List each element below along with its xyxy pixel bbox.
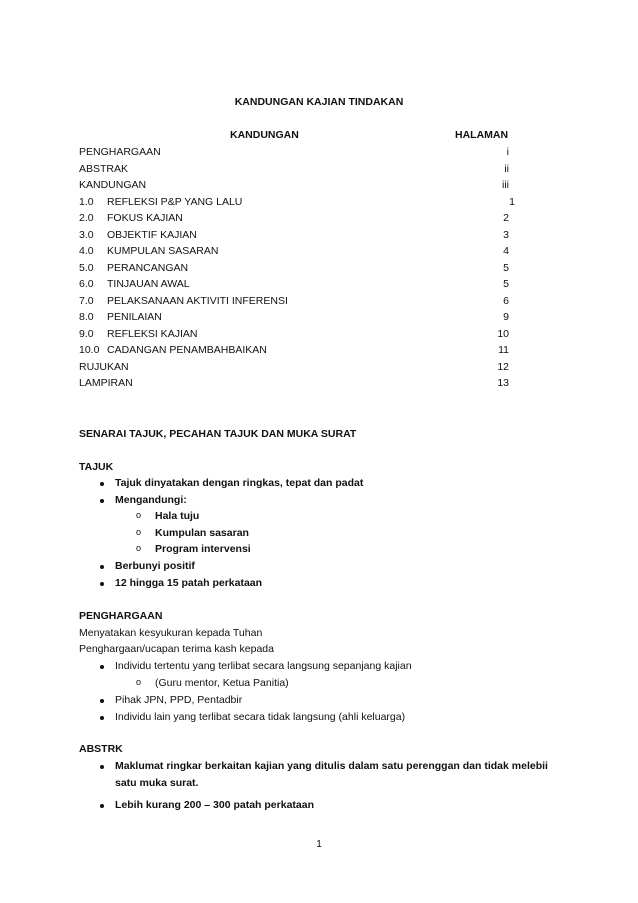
bullet-icon — [100, 482, 104, 486]
sub-list-item: Program intervensi — [155, 543, 251, 555]
toc-header-page: HALAMAN — [455, 129, 509, 141]
toc-title: PENGHARGAAN — [79, 146, 161, 158]
bullet-icon — [100, 499, 104, 503]
toc-number: 4.0 — [79, 245, 94, 257]
toc-title: KUMPULAN SASARAN — [107, 245, 219, 257]
toc-row — [79, 195, 515, 212]
toc-page-number: i — [506, 146, 509, 158]
page-number: 1 — [316, 838, 322, 850]
toc-page-number: 4 — [503, 245, 509, 257]
list-item: Individu lain yang terlibat secara tidak langsung (ahli keluarga) — [115, 711, 406, 723]
toc-row — [79, 361, 509, 377]
toc-number: 2.0 — [79, 212, 94, 224]
bullet-icon — [100, 699, 104, 703]
toc-title: REFLEKSI P&P YANG LALU — [107, 195, 243, 208]
list-item: Berbunyi positif — [115, 560, 195, 572]
toc-number: 3.0 — [79, 228, 94, 241]
toc-row — [79, 328, 509, 344]
toc-title: OBJEKTIF KAJIAN — [107, 228, 197, 241]
penghargaan-heading: PENGHARGAAN — [79, 610, 163, 622]
section-title: SENARAI TAJUK, PECAHAN TAJUK DAN MUKA SURAT — [79, 428, 357, 440]
list-item: Mengandungi: — [115, 494, 187, 506]
toc-page-number: 9 — [503, 311, 509, 323]
toc-number: 7.0 — [79, 294, 94, 307]
bullet-icon — [100, 765, 104, 769]
toc-title: PENILAIAN — [107, 311, 162, 323]
toc-row — [79, 262, 509, 278]
toc-header-contents: KANDUNGAN — [230, 129, 299, 141]
document-title: KANDUNGAN KAJIAN TINDAKAN — [234, 96, 404, 108]
bullet-icon — [100, 582, 104, 586]
circle-bullet-icon: o — [136, 677, 142, 687]
toc-page-number: 13 — [497, 377, 509, 389]
toc-number: 5.0 — [79, 261, 94, 274]
toc-row — [79, 179, 509, 195]
circle-bullet-icon: o — [136, 527, 142, 537]
list-item-continuation: satu muka surat. — [115, 777, 199, 789]
toc-page-number: 5 — [503, 261, 509, 274]
toc-page-number: 11 — [498, 344, 509, 356]
toc-page-number: iii — [502, 179, 509, 191]
toc-row — [79, 295, 509, 311]
tajuk-heading: TAJUK — [79, 461, 114, 473]
circle-bullet-icon: o — [136, 543, 142, 553]
toc-page-number: 12 — [497, 360, 509, 373]
list-item: Individu tertentu yang terlibat secara langsung sepanjang kajian — [115, 660, 412, 672]
bullet-icon — [100, 804, 104, 808]
toc-row — [79, 163, 509, 179]
toc-title: PELAKSANAAN AKTIVITI INFERENSI — [107, 294, 288, 307]
toc-number: 9.0 — [79, 327, 94, 340]
toc-row — [79, 311, 509, 327]
list-item: Pihak JPN, PPD, Pentadbir — [115, 694, 243, 706]
toc-page-number: 5 — [503, 278, 509, 290]
toc-number: 10.0 — [79, 344, 100, 356]
list-item: Tajuk dinyatakan dengan ringkas, tepat dan padat — [115, 477, 364, 489]
toc-row — [79, 245, 509, 261]
toc-title: ABSTRAK — [79, 162, 129, 175]
sub-list-item: (Guru mentor, Ketua Panitia) — [155, 677, 289, 689]
toc-number: 8.0 — [79, 311, 94, 323]
toc-page-number: 10 — [497, 327, 509, 340]
toc-title: PERANCANGAN — [107, 261, 189, 274]
toc-title: REFLEKSI KAJIAN — [107, 327, 198, 340]
toc-title: RUJUKAN — [79, 360, 129, 373]
toc-title: FOKUS KAJIAN — [107, 212, 183, 224]
toc-row — [79, 229, 509, 245]
list-item: Lebih kurang 200 – 300 patah perkataan — [115, 799, 314, 811]
paragraph-line: Menyatakan kesyukuran kepada Tuhan — [79, 627, 263, 639]
abstrk-heading: ABSTRK — [79, 743, 123, 755]
toc-title: KANDUNGAN — [79, 179, 147, 191]
toc-title: TINJAUAN AWAL — [107, 278, 190, 290]
toc-row — [79, 212, 509, 228]
paragraph-line: Penghargaan/ucapan terima kash kepada — [79, 643, 274, 655]
toc-number: 1.0 — [79, 195, 94, 208]
toc-page-number: 6 — [503, 294, 509, 307]
toc-title: LAMPIRAN — [79, 377, 133, 389]
toc-title: CADANGAN PENAMBAHBAIKAN — [107, 344, 267, 356]
toc-page-number: 3 — [503, 228, 509, 241]
bullet-icon — [100, 665, 104, 669]
list-item: Maklumat ringkar berkaitan kajian yang ditulis dalam satu perenggan dan tidak melebii — [115, 760, 548, 772]
toc-page-number: ii — [504, 162, 509, 175]
sub-list-item: Hala tuju — [155, 510, 200, 522]
toc-page-number: 2 — [503, 212, 509, 224]
sub-list-item: Kumpulan sasaran — [155, 527, 249, 539]
toc-page-number: 1 — [509, 195, 515, 208]
toc-row — [79, 344, 509, 360]
bullet-icon — [100, 716, 104, 720]
list-item: 12 hingga 15 patah perkataan — [115, 577, 263, 589]
circle-bullet-icon: o — [136, 510, 142, 520]
toc-row — [79, 146, 509, 162]
toc-number: 6.0 — [79, 278, 94, 290]
toc-row — [79, 377, 509, 393]
toc-row — [79, 278, 509, 294]
bullet-icon — [100, 565, 104, 569]
